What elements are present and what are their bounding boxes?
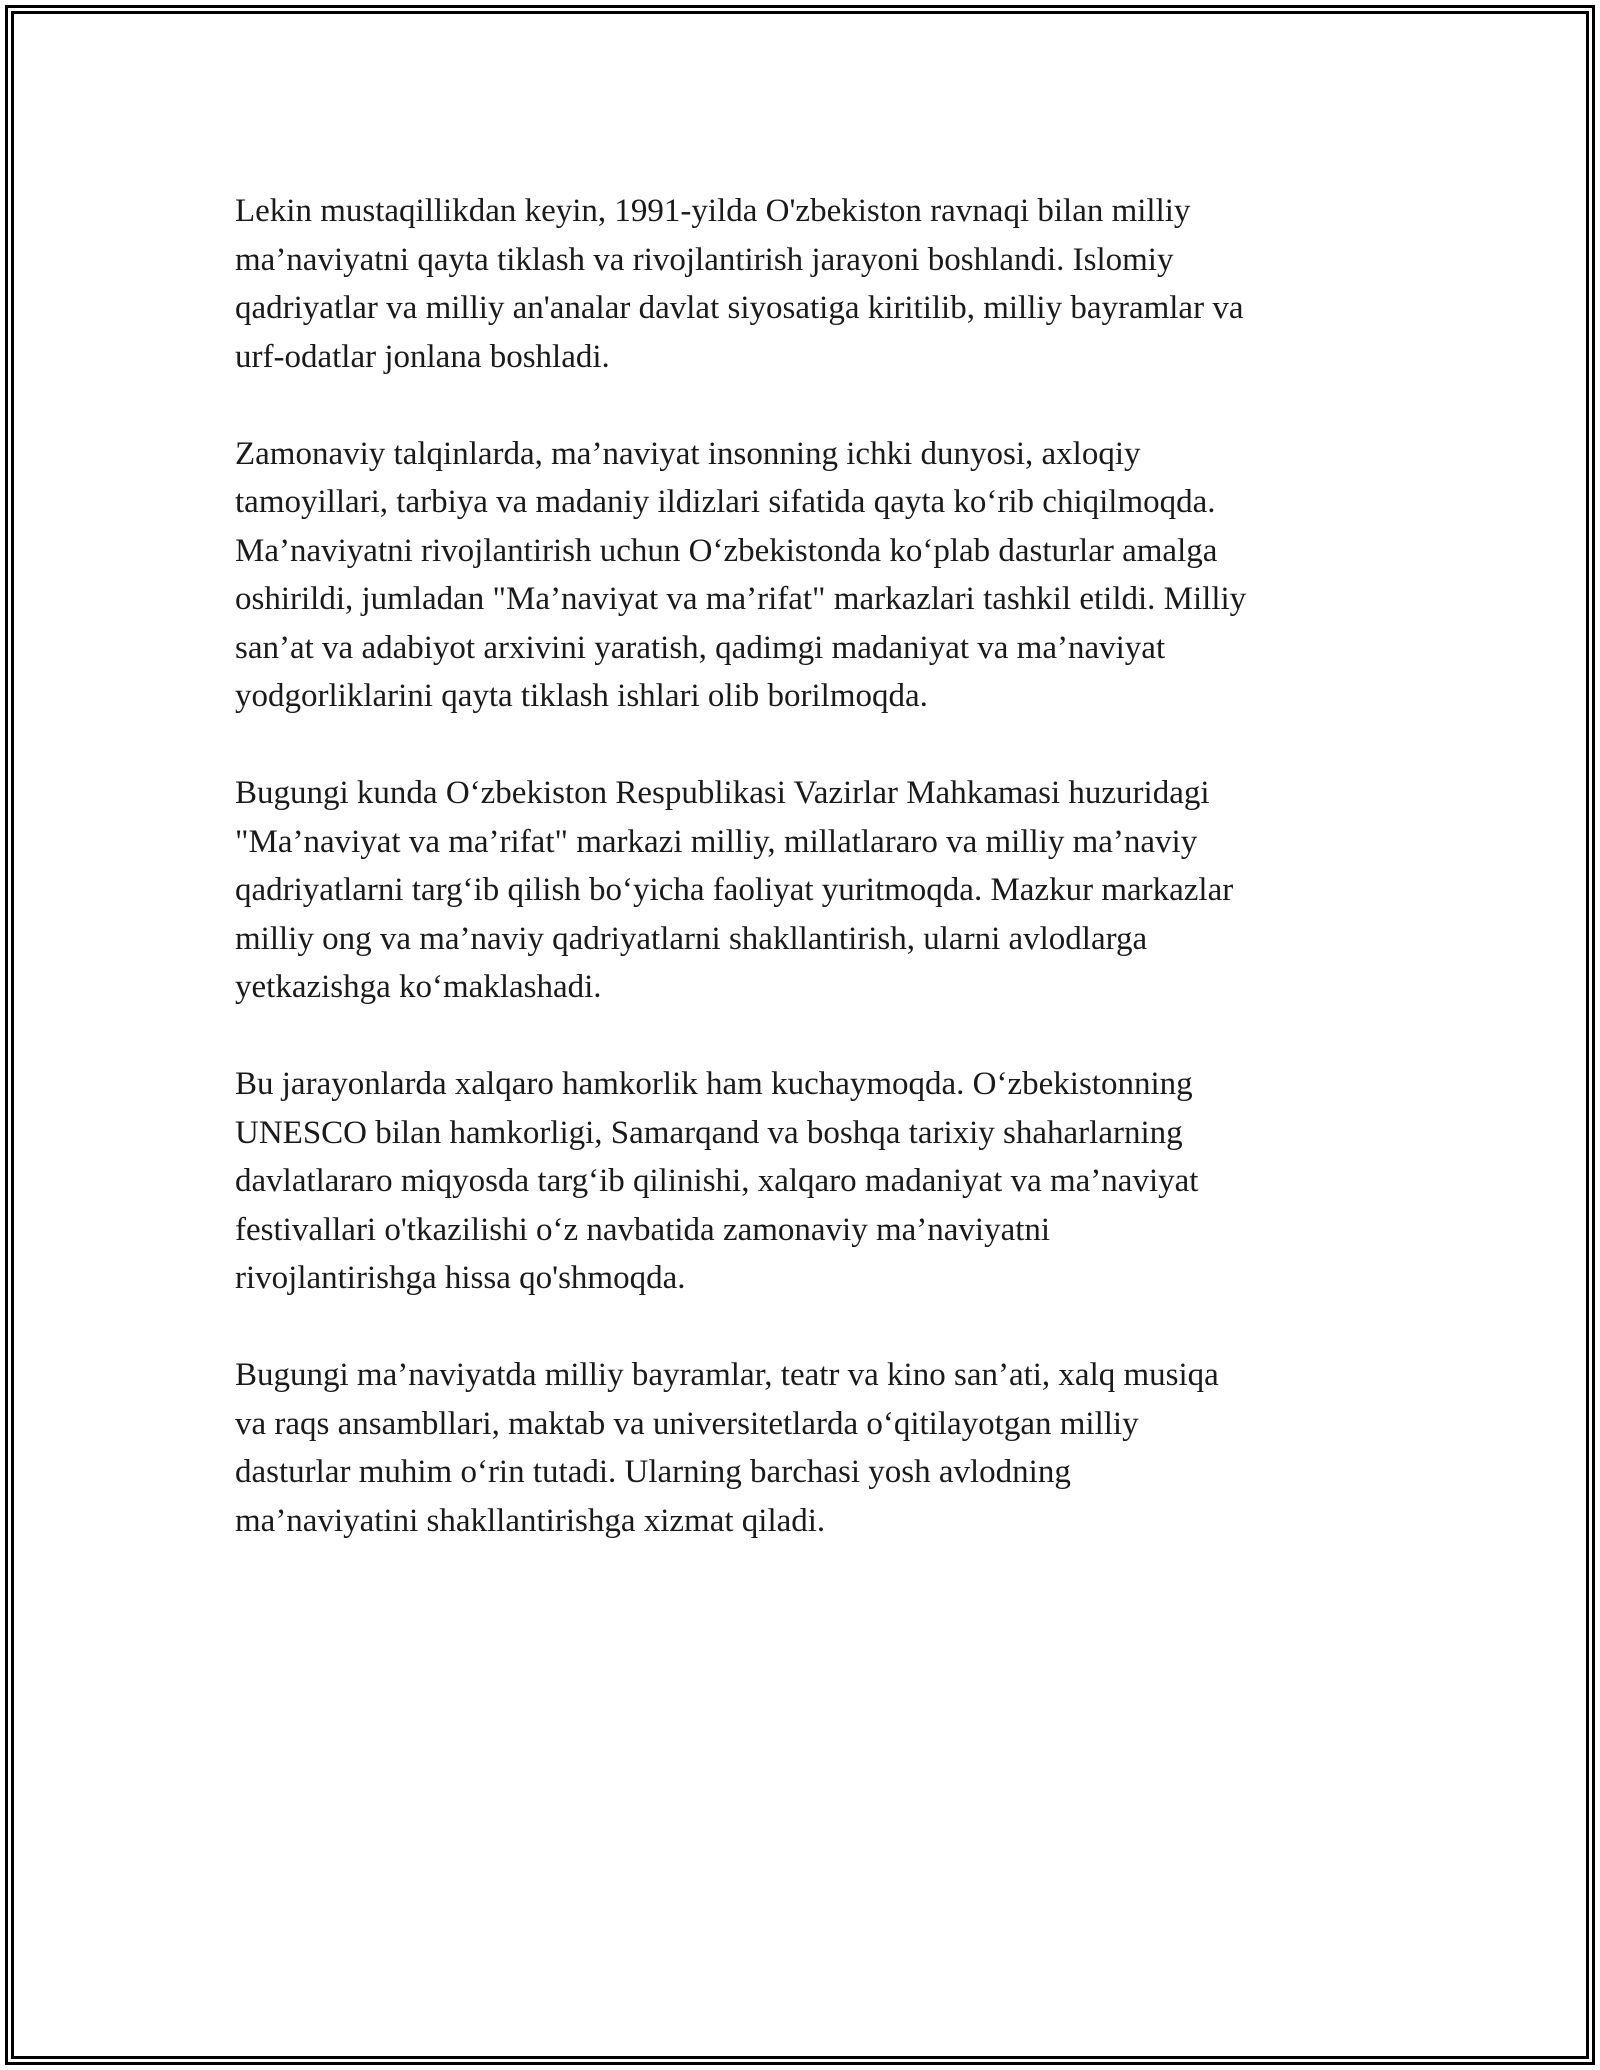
text-line: Lekin mustaqillikdan keyin, 1991-yilda O'zbekiston ravnaqi bilan milliy — [235, 193, 1191, 229]
text-line: UNESCO bilan hamkorligi, Samarqand va boshqa tarixiy shaharlarning — [235, 1114, 1183, 1151]
text-line: qadriyatlar va milliy an'analar davlat siyosatiga kiritilib, milliy bayramlar va — [235, 290, 1244, 326]
text-line: Bu jarayonlarda xalqaro hamkorlik ham kuchaymoqda. O‘zbekistonning — [235, 1066, 1193, 1102]
text-line: Zamonaviy talqinlarda, ma’naviyat insonning ichki dunyosi, axloqiy — [235, 435, 1141, 472]
text-line: milliy ong va ma’naviy qadriyatlarni shakllantirish, ularni avlodlarga — [235, 920, 1148, 957]
paragraph-5 — [235, 1351, 1365, 1545]
text-line: ma’naviyatini shakllantirishga xizmat qiladi. — [235, 1502, 826, 1539]
text-line: dasturlar muhim o‘rin tutadi. Ularning barchasi yosh avlodning — [235, 1454, 1071, 1490]
text-line: Bugungi ma’naviyatda milliy bayramlar, teatr va kino san’ati, xalq musiqa — [235, 1357, 1219, 1393]
text-line: san’at va adabiyot arxivini yaratish, qadimgi madaniyat va ma’naviyat — [235, 629, 1166, 666]
text-line: festivallari o'tkazilishi o‘z navbatida zamonaviy ma’naviyatni — [235, 1211, 1051, 1248]
text-line: yodgorliklarini qayta tiklash ishlari olib borilmoqda. — [235, 678, 928, 714]
text-line: tamoyillari, tarbiya va madaniy ildizlari sifatida qayta ko‘rib chiqilmoqda. — [235, 484, 1216, 520]
text-line: oshirildi, jumladan "Ma’naviyat va ma’rifat" markazlari tashkil etildi. Milliy — [235, 581, 1247, 617]
text-line: rivojlantirishga hissa qo'shmoqda. — [235, 1260, 686, 1296]
text-line: "Ma’naviyat va ma’rifat" markazi milliy, millatlararo va milliy ma’naviy — [235, 823, 1198, 860]
text-line: davlatlararo miqyosda targ‘ib qilinishi, xalqaro madaniyat va ma’naviyat — [235, 1163, 1199, 1199]
text-line: yetkazishga ko‘maklashadi. — [235, 969, 602, 1005]
document-body — [235, 187, 1365, 1594]
text-line: ma’naviyatni qayta tiklash va rivojlantirish jarayoni boshlandi. Islomiy — [235, 241, 1174, 278]
text-line: Bugungi kunda O‘zbekiston Respublikasi Vazirlar Mahkamasi huzuridagi — [235, 775, 1210, 811]
text-line: Ma’naviyatni rivojlantirish uchun O‘zbekistonda ko‘plab dasturlar amalga — [235, 532, 1218, 569]
paragraph-3 — [235, 769, 1365, 1012]
paragraph-2 — [235, 430, 1365, 721]
text-line: qadriyatlarni targ‘ib qilish bo‘yicha faoliyat yuritmoqda. Mazkur markazlar — [235, 872, 1234, 908]
paragraph-1 — [235, 187, 1365, 381]
text-line: va raqs ansambllari, maktab va universitetlarda o‘qitilayotgan milliy — [235, 1405, 1139, 1442]
paragraph-4 — [235, 1060, 1365, 1303]
text-line: urf-odatlar jonlana boshladi. — [235, 338, 610, 375]
